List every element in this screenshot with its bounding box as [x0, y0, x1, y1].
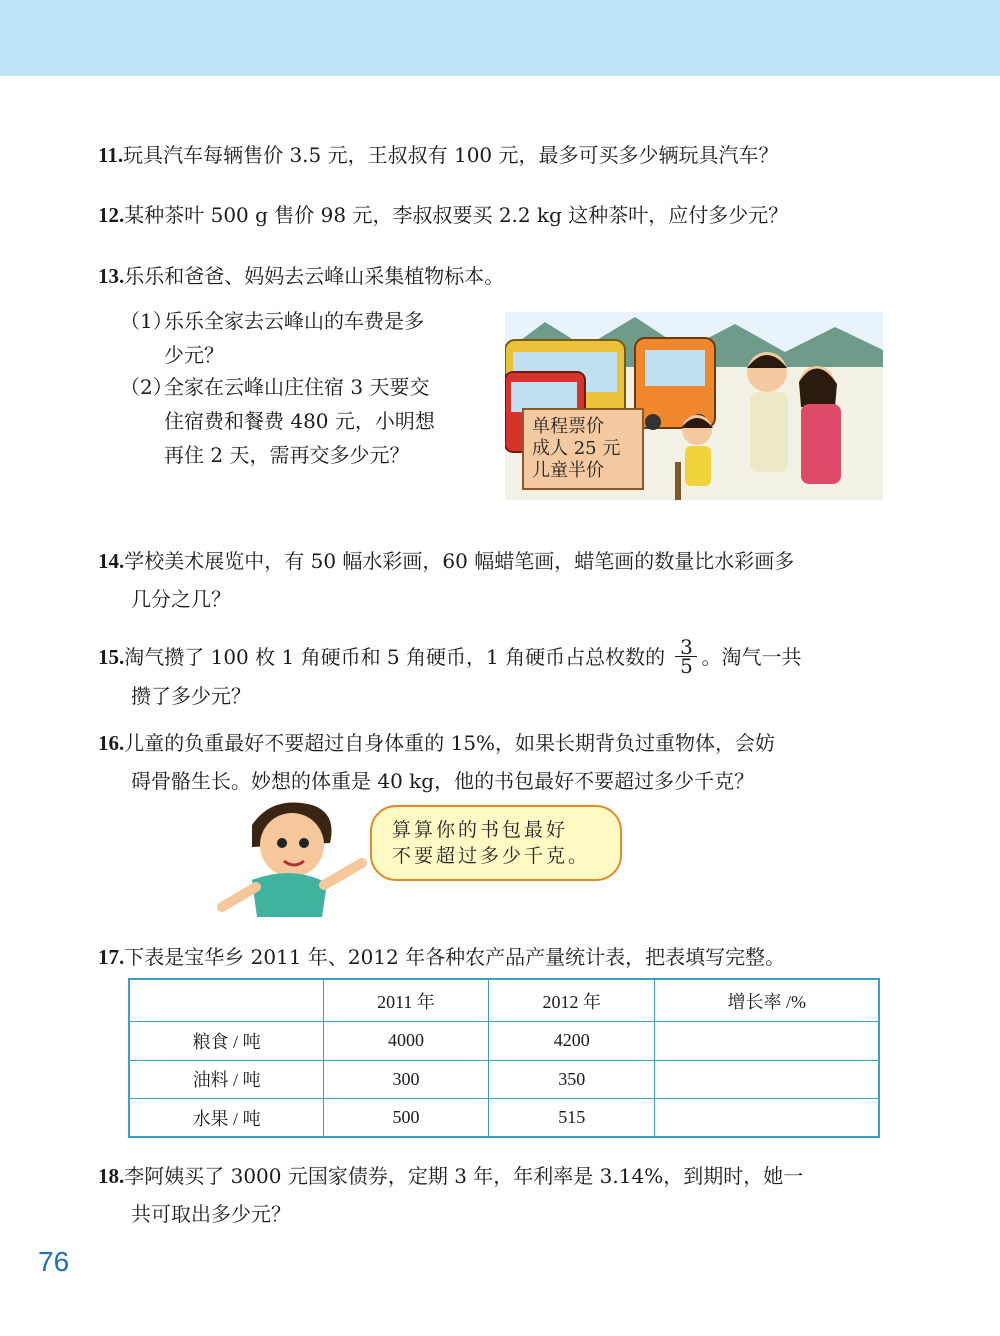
- table-cell: 水果 / 吨: [129, 1099, 324, 1138]
- question-17: [98, 938, 918, 976]
- question-13-part-2: [120, 370, 500, 472]
- question-text: 玩具汽车每辆售价 3.5 元，王叔叔有 100 元，最多可买多少辆玩具汽车？: [123, 143, 779, 167]
- question-15: [98, 635, 918, 715]
- question-number: 11.: [98, 143, 124, 167]
- part-text-line: 全家在云峰山庄住宿 3 天要交: [164, 375, 430, 399]
- ticket-price-sign: [522, 408, 644, 490]
- table-cell: [655, 1022, 879, 1060]
- question-number: 14.: [98, 549, 125, 573]
- question-text: 学校美术展览中，有 50 幅水彩画，60 幅蜡笔画，蜡笔画的数量比水彩画多: [124, 549, 795, 573]
- question-text: 共可取出多少元？: [131, 1202, 291, 1226]
- part-text-line: 住宿费和餐费 480 元，小明想: [164, 409, 435, 433]
- question-number: 18.: [98, 1164, 125, 1188]
- question-text: 几分之几？: [131, 587, 231, 611]
- table-header-cell: [129, 979, 324, 1022]
- table-cell: 500: [324, 1099, 489, 1138]
- production-stats-table: [128, 978, 880, 1138]
- table-header-cell: 2011 年: [324, 979, 489, 1022]
- question-11: [98, 136, 918, 174]
- sign-line: 单程票价: [532, 416, 604, 437]
- bubble-line: 不要超过多少千克。: [392, 845, 591, 867]
- question-number: 12.: [98, 203, 125, 227]
- question-text: 某种茶叶 500 g 售价 98 元，李叔叔要买 2.2 kg 这种茶叶，应付多少元？: [124, 203, 789, 227]
- question-number: 16.: [98, 731, 125, 755]
- top-color-band: [0, 0, 1000, 76]
- question-14: [98, 542, 918, 618]
- part-text-line: 再住 2 天，需再交多少元？: [164, 443, 410, 467]
- question-text: 乐乐和爸爸、妈妈去云峰山采集植物标本。: [124, 264, 505, 288]
- question-text: 淘气攒了 100 枚 1 角硬币和 5 角硬币，1 角硬币占总枚数的: [124, 645, 666, 669]
- table-cell: [655, 1099, 879, 1138]
- table-cell: 粮食 / 吨: [129, 1022, 324, 1060]
- question-text: 碍骨骼生长。妙想的体重是 40 kg，他的书包最好不要超过多少千克？: [131, 769, 755, 793]
- question-number: 13.: [98, 264, 125, 288]
- fraction: [675, 635, 697, 678]
- question-text: 李阿姨买了 3000 元国家债券，定期 3 年，年利率是 3.14%，到期时，她一: [124, 1164, 804, 1188]
- table-header-row: [129, 979, 879, 1022]
- question-text: 儿童的负重最好不要超过自身体重的 15%，如果长期背负过重物体，会妨: [124, 731, 776, 755]
- question-13: [98, 257, 918, 295]
- question-12: [98, 196, 918, 234]
- boy-pointing-illustration: [212, 795, 372, 917]
- table-cell: 油料 / 吨: [129, 1060, 324, 1098]
- table-row: [129, 1060, 879, 1098]
- question-13-part-1: [120, 304, 500, 372]
- table-cell: 4000: [324, 1022, 489, 1060]
- question-text: 。淘气一共: [701, 645, 802, 669]
- question-number: 17.: [98, 945, 125, 969]
- part-text-line: 乐乐全家去云峰山的车费是多: [164, 309, 424, 333]
- table-row: [129, 1022, 879, 1060]
- page-number: 76: [38, 1246, 70, 1277]
- part-text-line: 少元？: [164, 343, 224, 367]
- question-number: 15.: [98, 645, 125, 669]
- table-header-cell: 2012 年: [488, 979, 655, 1022]
- table-cell: [655, 1060, 879, 1098]
- question-16: [98, 724, 918, 800]
- table-cell: 515: [488, 1099, 655, 1138]
- table-cell: 300: [324, 1060, 489, 1098]
- table-cell: 4200: [488, 1022, 655, 1060]
- part-label: （1）: [120, 309, 173, 333]
- sign-line: 成人 25 元: [532, 438, 621, 459]
- fraction-numerator: 3: [675, 638, 697, 657]
- question-text: 下表是宝华乡 2011 年、2012 年各种农产品产量统计表，把表填写完整。: [124, 945, 786, 969]
- question-18: [98, 1157, 918, 1233]
- sign-line: 儿童半价: [532, 460, 604, 481]
- bubble-line: 算算你的书包最好: [392, 819, 569, 841]
- table-header-cell: 增长率 /%: [655, 979, 879, 1022]
- speech-bubble: [370, 805, 622, 881]
- part-label: （2）: [120, 375, 173, 399]
- question-text: 攒了多少元？: [131, 684, 251, 708]
- table-cell: 350: [488, 1060, 655, 1098]
- table-row: [129, 1099, 879, 1138]
- fraction-denominator: 5: [680, 654, 693, 678]
